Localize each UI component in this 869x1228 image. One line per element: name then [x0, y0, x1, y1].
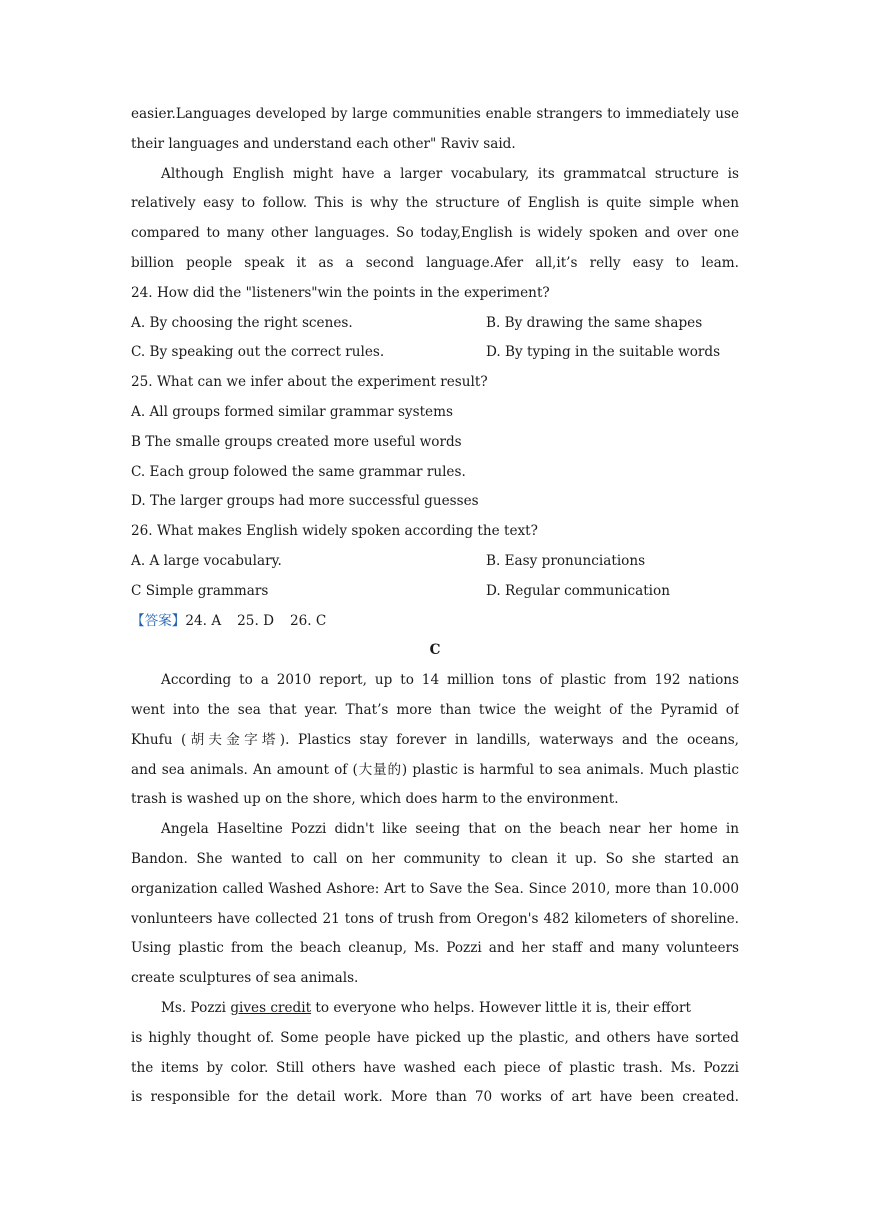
question-stem-25: 25. What can we infer about the experiment result? [131, 374, 488, 391]
underlined-phrase: gives credit [230, 999, 312, 1016]
text-line: create sculptures of sea animals. [131, 970, 359, 987]
option-25-d: D. The larger groups had more successful guesses [131, 493, 479, 510]
option-25-a: A. All groups formed similar grammar systems [131, 403, 453, 420]
text-line: Using plastic from the beach cleanup, Ms. Pozzi and her staff and many volunteers [131, 940, 739, 957]
option-26-a: A. A large vocabulary. [131, 552, 282, 569]
text-fragment: Ms. Pozzi [161, 999, 231, 1016]
options-row [131, 577, 739, 607]
option-24-d: D. By typing in the suitable words [486, 344, 721, 361]
question-stem-26: 26. What makes English widely spoken according the text? [131, 523, 538, 540]
section-heading: C [429, 642, 441, 659]
options-row [131, 309, 739, 339]
text-line: billion people speak it as a second language.Afer all,it’s relly easy to leam. [131, 254, 739, 271]
answer-key [131, 607, 739, 637]
text-line: the items by color. Still others have washed each piece of plastic trash. Ms. Pozzi [131, 1059, 739, 1076]
text-line: Bandon. She wanted to call on her community to clean it up. So she started an [131, 850, 739, 867]
text-line: trash is washed up on the shore, which does harm to the environment. [131, 791, 619, 808]
text-line: and sea animals. An amount of (大量的) plastic is harmful to sea animals. Much plastic [131, 761, 739, 778]
text-line: vonlunteers have collected 21 tons of trush from Oregon's 482 kilometers of shoreline. [131, 910, 739, 927]
option-26-d: D. Regular communication [486, 582, 670, 599]
text-line: is highly thought of. Some people have picked up the plastic, and others have sorted [131, 1029, 739, 1046]
text-line: compared to many other languages. So today,English is widely spoken and over one [131, 225, 739, 242]
question-stem-24: 24. How did the "listeners"win the points in the experiment? [131, 284, 550, 301]
text-line: relatively easy to follow. This is why the structure of English is quite simple when [131, 195, 739, 212]
text-fragment: to everyone who helps. However little it is, their effort [311, 999, 691, 1016]
text-line: Although English might have a larger vocabulary, its grammatcal structure is [161, 165, 739, 182]
answer-25: 25. D [237, 612, 274, 629]
option-24-c: C. By speaking out the correct rules. [131, 344, 385, 361]
option-26-b: B. Easy pronunciations [486, 552, 646, 569]
answer-24: 24. A [185, 612, 222, 629]
options-row [131, 338, 739, 368]
option-26-c: C Simple grammars [131, 582, 269, 599]
answer-tag: 【答案】 [131, 612, 186, 629]
option-24-b: B. By drawing the same shapes [486, 314, 703, 331]
text-line: According to a 2010 report, up to 14 million tons of plastic from 192 nations [161, 672, 739, 689]
options-row [131, 547, 739, 577]
answer-26: 26. C [289, 612, 327, 629]
text-line: easier.Languages developed by large communities enable strangers to immediately use [131, 106, 739, 122]
text-line [131, 994, 739, 1024]
text-line: went into the sea that year. That’s more than twice the weight of the Pyramid of [131, 701, 739, 718]
option-24-a: A. By choosing the right scenes. [131, 314, 353, 331]
option-25-b: B The smalle groups created more useful words [131, 433, 462, 450]
document-page [131, 100, 739, 1113]
text-line: organization called Washed Ashore: Art to Save the Sea. Since 2010, more than 10.000 [131, 880, 739, 897]
text-line: Angela Haseltine Pozzi didn't like seeing that on the beach near her home in [161, 821, 739, 838]
text-line: Khufu (胡夫金字塔). Plastics stay forever in landills, waterways and the oceans, [131, 731, 739, 748]
text-line: is responsible for the detail work. More than 70 works of art have been created. [131, 1089, 739, 1106]
option-25-c: C. Each group folowed the same grammar rules. [131, 463, 466, 480]
text-line: their languages and understand each other" Raviv said. [131, 135, 516, 152]
